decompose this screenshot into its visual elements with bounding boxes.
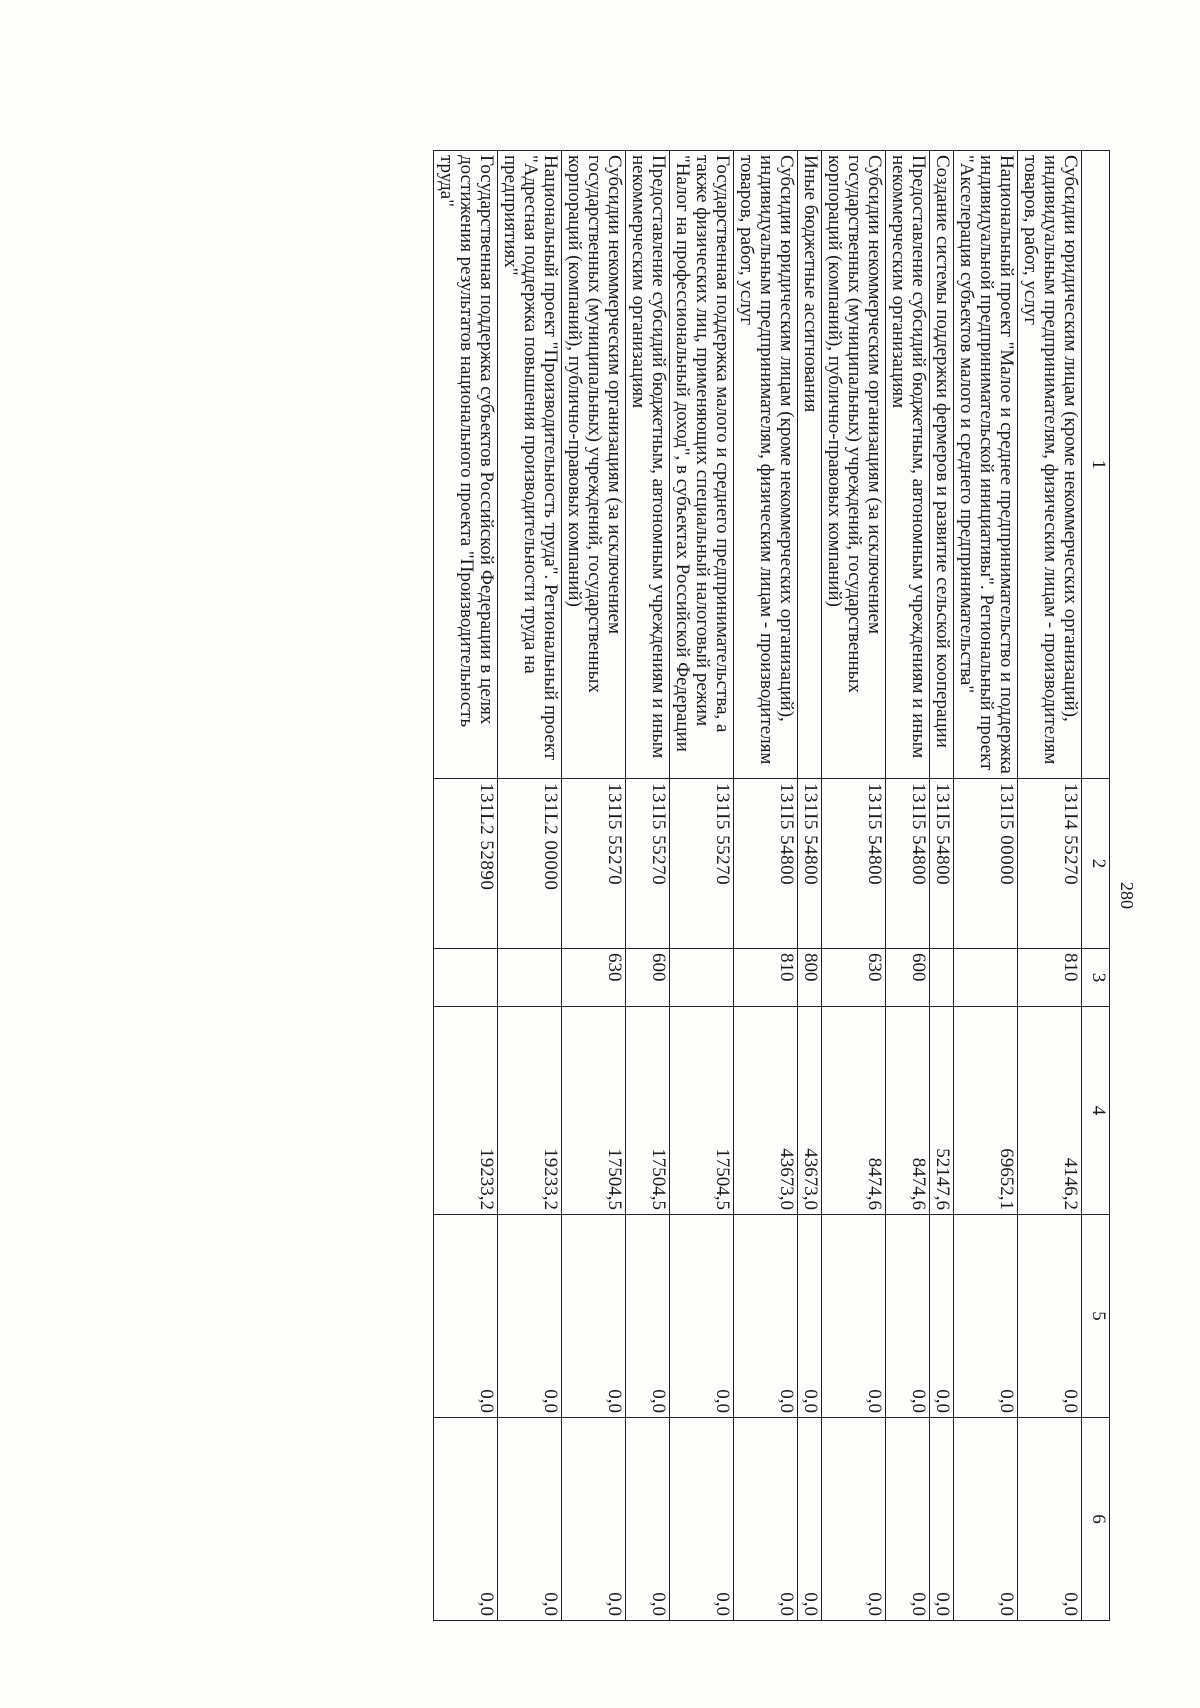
row-type: 800 bbox=[798, 949, 822, 1007]
row-col4: 19233,2 bbox=[434, 1007, 498, 1215]
budget-table bbox=[433, 150, 1110, 1621]
row-code: 131I5 54800 bbox=[886, 779, 930, 949]
table-row bbox=[822, 151, 886, 1621]
rotated-sheet bbox=[80, 150, 1110, 1620]
row-col4: 4146,2 bbox=[1018, 1007, 1082, 1215]
row-code: 131I5 00000 bbox=[954, 779, 1018, 949]
row-name: Субсидии юридическим лицам (кроме некоммерческих организаций), индивидуальным предпринимателям, физическим лицам - производителям товаров, работ, услуг bbox=[734, 151, 798, 779]
row-col4: 19233,2 bbox=[498, 1007, 562, 1215]
row-code: 131L2 52890 bbox=[434, 779, 498, 949]
row-code: 131I4 55270 bbox=[1018, 779, 1082, 949]
row-code: 131I5 54800 bbox=[798, 779, 822, 949]
table-row bbox=[930, 151, 954, 1621]
row-col4: 17504,5 bbox=[626, 1007, 670, 1215]
row-name: Иные бюджетные ассигнования bbox=[798, 151, 822, 779]
row-name: Государственная поддержка субъектов Российской Федерации в целях достижения результатов национального проекта "Производительность труда" bbox=[434, 151, 498, 779]
row-name: Предоставление субсидий бюджетным, автономным учреждениям и иным некоммерческим организациям bbox=[626, 151, 670, 779]
row-col6: 0,0 bbox=[734, 1418, 798, 1621]
row-col5: 0,0 bbox=[498, 1215, 562, 1418]
row-col6: 0,0 bbox=[562, 1418, 626, 1621]
row-col4: 69652,1 bbox=[954, 1007, 1018, 1215]
row-col4: 52147,6 bbox=[930, 1007, 954, 1215]
row-col5: 0,0 bbox=[626, 1215, 670, 1418]
row-col6: 0,0 bbox=[626, 1418, 670, 1621]
row-type: 630 bbox=[822, 949, 886, 1007]
row-type: 600 bbox=[626, 949, 670, 1007]
row-type: 630 bbox=[562, 949, 626, 1007]
row-code: 131I5 54800 bbox=[822, 779, 886, 949]
row-col6: 0,0 bbox=[886, 1418, 930, 1621]
table-row bbox=[798, 151, 822, 1621]
table-row bbox=[498, 151, 562, 1621]
row-col5: 0,0 bbox=[930, 1215, 954, 1418]
header-row bbox=[1082, 151, 1110, 1621]
row-col6: 0,0 bbox=[1018, 1418, 1082, 1621]
row-col6: 0,0 bbox=[434, 1418, 498, 1621]
table-row bbox=[1018, 151, 1082, 1621]
table-row bbox=[670, 151, 734, 1621]
row-name: Национальный проект "Производительность труда". Региональный проект "Адресная поддержка повышения производительности труда на предприятиях" bbox=[498, 151, 562, 779]
row-code: 131I5 54800 bbox=[734, 779, 798, 949]
table-row bbox=[734, 151, 798, 1621]
row-type bbox=[954, 949, 1018, 1007]
row-name: Субсидии некоммерческим организациям (за исключением государственных (муниципальных) учреждений, государственных корпораций (компаний), публично-правовых компаний) bbox=[562, 151, 626, 779]
row-col4: 8474,6 bbox=[886, 1007, 930, 1215]
table-row bbox=[886, 151, 930, 1621]
row-type bbox=[670, 949, 734, 1007]
row-col6: 0,0 bbox=[930, 1418, 954, 1621]
row-col5: 0,0 bbox=[798, 1215, 822, 1418]
row-col5: 0,0 bbox=[562, 1215, 626, 1418]
row-col4: 43673,0 bbox=[798, 1007, 822, 1215]
row-name: Субсидии некоммерческим организациям (за исключением государственных (муниципальных) учреждений, государственных корпораций (компаний), публично-правовых компаний) bbox=[822, 151, 886, 779]
row-name: Создание системы поддержки фермеров и развитие сельской кооперации bbox=[930, 151, 954, 779]
row-col6: 0,0 bbox=[498, 1418, 562, 1621]
row-col5: 0,0 bbox=[734, 1215, 798, 1418]
row-type bbox=[930, 949, 954, 1007]
row-code: 131I5 55270 bbox=[670, 779, 734, 949]
table-row bbox=[562, 151, 626, 1621]
row-code: 131I5 55270 bbox=[562, 779, 626, 949]
row-col6: 0,0 bbox=[798, 1418, 822, 1621]
header-col-4: 4 bbox=[1082, 1007, 1110, 1215]
row-type: 810 bbox=[734, 949, 798, 1007]
row-code: 131I5 55270 bbox=[626, 779, 670, 949]
row-type bbox=[498, 949, 562, 1007]
row-col6: 0,0 bbox=[822, 1418, 886, 1621]
row-col4: 17504,5 bbox=[670, 1007, 734, 1215]
row-code: 131L2 00000 bbox=[498, 779, 562, 949]
row-code: 131I5 54800 bbox=[930, 779, 954, 949]
row-col4: 17504,5 bbox=[562, 1007, 626, 1215]
header-col-6: 6 bbox=[1082, 1418, 1110, 1621]
header-col-1: 1 bbox=[1082, 151, 1110, 779]
row-type bbox=[434, 949, 498, 1007]
table-row bbox=[954, 151, 1018, 1621]
header-col-5: 5 bbox=[1082, 1215, 1110, 1418]
table-row bbox=[434, 151, 498, 1621]
row-type: 600 bbox=[886, 949, 930, 1007]
page-number: 280 bbox=[1117, 882, 1137, 909]
row-name: Национальный проект "Малое и среднее предпринимательство и поддержка индивидуальной предпринимательской инициативы". Региональный проект "Акселерация субъектов малого и среднего предпринимательства" bbox=[954, 151, 1018, 779]
header-col-2: 2 bbox=[1082, 779, 1110, 949]
row-name: Предоставление субсидий бюджетным, автономным учреждениям и иным некоммерческим организациям bbox=[886, 151, 930, 779]
row-col5: 0,0 bbox=[822, 1215, 886, 1418]
row-col4: 8474,6 bbox=[822, 1007, 886, 1215]
row-col6: 0,0 bbox=[954, 1418, 1018, 1621]
row-name: Государственная поддержка малого и среднего предпринимательства, а также физических лиц, применяющих специальный налоговый режим "Налог на профессиональный доход", в субъектах Российской Федерации bbox=[670, 151, 734, 779]
row-type: 810 bbox=[1018, 949, 1082, 1007]
row-name: Субсидии юридическим лицам (кроме некоммерческих организаций), индивидуальным предпринимателям, физическим лицам - производителям товаров, работ, услуг bbox=[1018, 151, 1082, 779]
header-col-3: 3 bbox=[1082, 949, 1110, 1007]
row-col5: 0,0 bbox=[954, 1215, 1018, 1418]
row-col5: 0,0 bbox=[886, 1215, 930, 1418]
row-col6: 0,0 bbox=[670, 1418, 734, 1621]
row-col5: 0,0 bbox=[670, 1215, 734, 1418]
row-col4: 43673,0 bbox=[734, 1007, 798, 1215]
table-row bbox=[626, 151, 670, 1621]
row-col5: 0,0 bbox=[1018, 1215, 1082, 1418]
row-col5: 0,0 bbox=[434, 1215, 498, 1418]
